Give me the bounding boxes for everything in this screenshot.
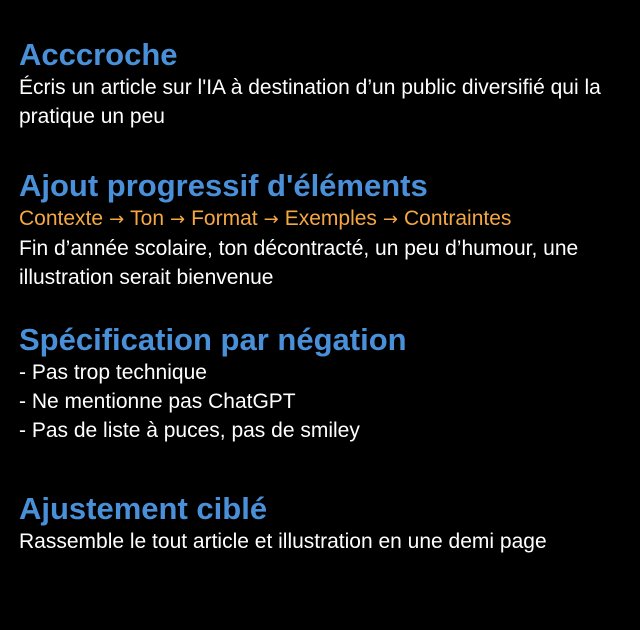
step-contraintes: Contraintes (404, 207, 512, 230)
step-contexte: Contexte (19, 207, 104, 230)
section-title-ajustement-cible: Ajustement ciblé (19, 491, 268, 526)
list-item: - Pas de liste à puces, pas de smiley (19, 419, 360, 442)
section-text-ajustement-cible: Rassemble le tout article et illustration en une demi page (19, 530, 547, 553)
section-specification-negation (19, 322, 634, 445)
section-title-accroche: Acccroche (19, 37, 178, 72)
arrow-right-icon: → (109, 209, 125, 230)
arrow-right-icon: → (263, 209, 279, 230)
section-text-ajout-progressif: Fin d’année scolaire, ton décontracté, un peu d’humour, une illustration serait bienvenue (19, 237, 579, 289)
list-item: - Ne mentionne pas ChatGPT (19, 390, 296, 413)
section-title-ajout-progressif: Ajout progressif d'éléments (19, 168, 428, 203)
step-ton: Ton (130, 207, 165, 230)
section-accroche (19, 37, 634, 131)
section-text-accroche: Écris un article sur l'IA à destination d’un public diversifié qui la pratique un peu (19, 76, 601, 128)
section-ajustement-cible (19, 491, 634, 556)
step-format: Format (191, 207, 258, 230)
section-ajout-progressif (19, 168, 634, 292)
arrow-right-icon: → (382, 209, 399, 230)
arrow-right-icon: → (170, 209, 186, 230)
step-exemples: Exemples (284, 207, 377, 230)
list-item: - Pas trop technique (19, 361, 207, 384)
section-title-specification-negation: Spécification par négation (19, 322, 407, 357)
steps-sequence (19, 204, 634, 234)
negation-list (19, 358, 634, 445)
